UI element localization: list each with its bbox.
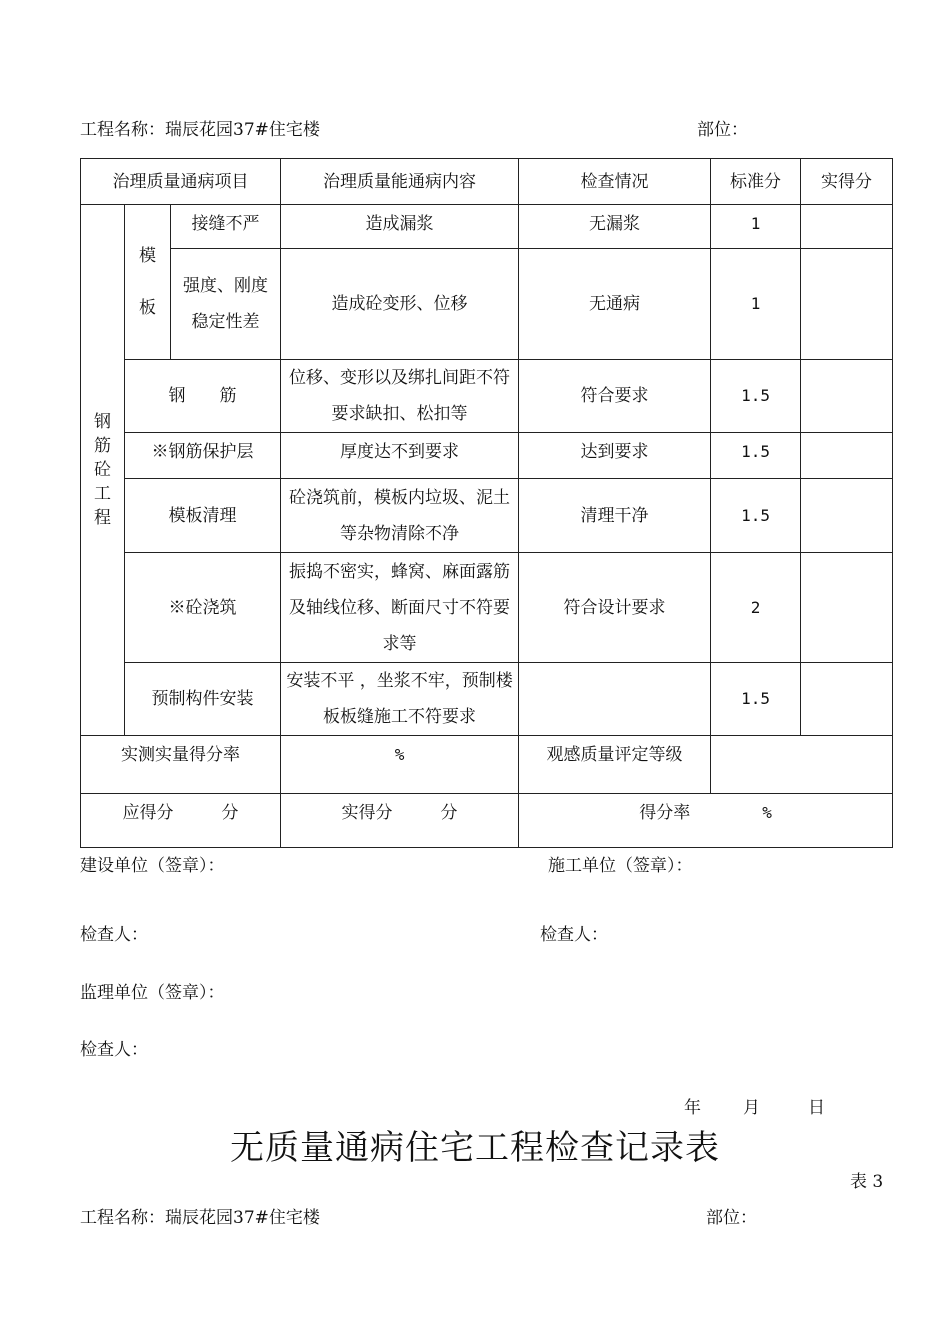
table-header-row xyxy=(81,159,893,205)
row-got xyxy=(801,663,893,736)
col-header-check: 检查情况 xyxy=(519,159,711,205)
row-check: 无通病 xyxy=(519,249,711,360)
row-content: 造成漏浆 xyxy=(281,205,519,249)
rate-cell: 得分率 % xyxy=(519,794,893,848)
row-check: 符合设计要求 xyxy=(519,553,711,663)
row-content: 位移、变形以及绑扎间距不符要求缺扣、松扣等 xyxy=(281,360,519,433)
row-content: 振捣不密实，蜂窝、麻面露筋及轴线位移、断面尺寸不符要求等 xyxy=(281,553,519,663)
table-row xyxy=(81,360,893,433)
formwork-label-1: 模 xyxy=(139,246,156,266)
table-row xyxy=(81,479,893,553)
table-row xyxy=(81,205,893,249)
row-check: 符合要求 xyxy=(519,360,711,433)
col-header-std: 标准分 xyxy=(711,159,801,205)
row-check: 无漏浆 xyxy=(519,205,711,249)
supervisor-inspector: 检查人： xyxy=(80,1040,148,1060)
row-std: 1.5 xyxy=(711,479,801,553)
page-title: 无质量通病住宅工程检查记录表 xyxy=(230,1128,720,1168)
builder-signature: 建设单位（签章）： xyxy=(80,856,225,876)
location-label: 部位： xyxy=(697,120,748,140)
row-std: 1.5 xyxy=(711,433,801,479)
formwork-cell xyxy=(125,205,171,360)
contractor-signature: 施工单位（签章）： xyxy=(548,856,693,876)
row-item: 预制构件安装 xyxy=(125,663,281,736)
should-score-cell: 应得分 分 xyxy=(81,794,281,848)
contractor-inspector: 检查人： xyxy=(540,925,608,945)
date-month: 月 xyxy=(743,1098,760,1118)
date-day: 日 xyxy=(808,1098,825,1118)
row-item: 强度、刚度稳定性差 xyxy=(171,249,281,360)
row-got xyxy=(801,479,893,553)
table-row xyxy=(81,663,893,736)
table-row xyxy=(81,249,893,360)
col-header-got: 实得分 xyxy=(801,159,893,205)
col-header-item: 治理质量通病项目 xyxy=(81,159,281,205)
row-got xyxy=(801,205,893,249)
project-name: 工程名称：瑞辰花园37#住宅楼 xyxy=(80,120,320,140)
builder-inspector: 检查人： xyxy=(80,925,148,945)
row-item: ※钢筋保护层 xyxy=(125,433,281,479)
actual-score-cell: 实得分 分 xyxy=(281,794,519,848)
inspection-table xyxy=(80,158,893,848)
group-cell xyxy=(81,205,125,736)
table-row xyxy=(81,433,893,479)
date-year: 年 xyxy=(684,1098,701,1118)
grade-value xyxy=(711,736,893,794)
summary-row xyxy=(81,736,893,794)
row-std: 1.5 xyxy=(711,360,801,433)
row-std: 1 xyxy=(711,205,801,249)
row-std: 2 xyxy=(711,553,801,663)
row-item: ※砼浇筑 xyxy=(125,553,281,663)
row-content: 安装不平 ，坐浆不牢，预制楼板板缝施工不符要求 xyxy=(281,663,519,736)
row-item: 接缝不严 xyxy=(171,205,281,249)
table-number: 表 3 xyxy=(850,1172,884,1192)
row-check: 达到要求 xyxy=(519,433,711,479)
next-project-name: 工程名称：瑞辰花园37#住宅楼 xyxy=(80,1208,320,1228)
row-got xyxy=(801,249,893,360)
table-row xyxy=(81,553,893,663)
score-row xyxy=(81,794,893,848)
row-item: 钢 筋 xyxy=(125,360,281,433)
grade-label: 观感质量评定等级 xyxy=(519,736,711,794)
row-item: 模板清理 xyxy=(125,479,281,553)
row-got xyxy=(801,433,893,479)
next-location-label: 部位： xyxy=(706,1208,757,1228)
row-std: 1.5 xyxy=(711,663,801,736)
measured-rate-label: 实测实量得分率 xyxy=(81,736,281,794)
row-check xyxy=(519,663,711,736)
row-check: 清理干净 xyxy=(519,479,711,553)
measured-rate-percent: % xyxy=(281,736,519,794)
group-label: 钢筋砼工程 xyxy=(94,412,111,528)
col-header-content: 治理质量能通病内容 xyxy=(281,159,519,205)
row-got xyxy=(801,360,893,433)
row-content: 造成砼变形、位移 xyxy=(281,249,519,360)
row-content: 厚度达不到要求 xyxy=(281,433,519,479)
supervisor-signature: 监理单位（签章）： xyxy=(80,983,225,1003)
row-content: 砼浇筑前，模板内垃圾、泥土等杂物清除不净 xyxy=(281,479,519,553)
row-std: 1 xyxy=(711,249,801,360)
formwork-label-2: 板 xyxy=(139,298,156,318)
row-got xyxy=(801,553,893,663)
